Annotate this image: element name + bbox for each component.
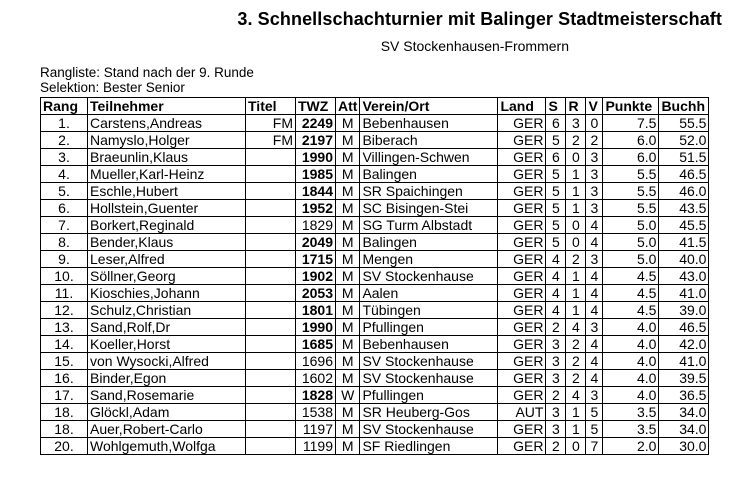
cell-twz: 1829 [296,217,336,234]
cell-verluste: 4 [586,217,603,234]
cell-punkte: 5.5 [603,166,659,183]
cell-land: GER [498,387,546,404]
cell-rang: 8. [41,234,88,251]
cell-twz: 1197 [296,421,336,438]
table-row [41,115,709,132]
cell-twz: 1199 [296,438,336,455]
cell-teilnehmer: Hollstein,Guenter [88,200,246,217]
cell-buchholz: 42.0 [659,336,709,353]
cell-att: M [336,115,360,132]
cell-att: M [336,353,360,370]
cell-verein: Pfullingen [360,319,498,336]
cell-remis: 0 [566,438,586,455]
cell-rang: 1. [41,115,88,132]
cell-att: M [336,166,360,183]
cell-teilnehmer: Glöckl,Adam [88,404,246,421]
cell-verluste: 4 [586,353,603,370]
cell-buchholz: 41.0 [659,353,709,370]
cell-teilnehmer: Sand,Rolf,Dr [88,319,246,336]
cell-verluste: 5 [586,421,603,438]
cell-punkte: 2.0 [603,438,659,455]
cell-teilnehmer: von Wysocki,Alfred [88,353,246,370]
cell-buchholz: 41.5 [659,234,709,251]
cell-teilnehmer: Wohlgemuth,Wolfga [88,438,246,455]
cell-punkte: 7.5 [603,115,659,132]
cell-rang: 18. [41,404,88,421]
cell-verluste: 0 [586,115,603,132]
table-row [41,132,709,149]
cell-punkte: 4.0 [603,387,659,404]
cell-rang: 14. [41,336,88,353]
cell-verluste: 2 [586,132,603,149]
cell-teilnehmer: Mueller,Karl-Heinz [88,166,246,183]
column-header-buchh: Buchh [659,98,709,115]
cell-verluste: 4 [586,285,603,302]
cell-land: GER [498,183,546,200]
cell-buchholz: 34.0 [659,421,709,438]
table-row [41,268,709,285]
cell-titel [246,234,296,251]
cell-titel [246,421,296,438]
cell-teilnehmer: Namyslo,Holger [88,132,246,149]
cell-siege: 2 [546,387,566,404]
cell-punkte: 3.5 [603,404,659,421]
cell-rang: 15. [41,353,88,370]
cell-att: M [336,251,360,268]
cell-land: GER [498,132,546,149]
cell-remis: 0 [566,234,586,251]
cell-att: W [336,387,360,404]
cell-teilnehmer: Borkert,Reginald [88,217,246,234]
cell-remis: 1 [566,404,586,421]
table-row [41,166,709,183]
cell-att: M [336,336,360,353]
cell-rang: 20. [41,438,88,455]
cell-verein: SV Stockenhause [360,370,498,387]
cell-land: AUT [498,404,546,421]
cell-rang: 4. [41,166,88,183]
cell-teilnehmer: Leser,Alfred [88,251,246,268]
cell-twz: 1902 [296,268,336,285]
cell-titel [246,166,296,183]
cell-titel [246,387,296,404]
cell-land: GER [498,438,546,455]
cell-remis: 1 [566,166,586,183]
cell-land: GER [498,336,546,353]
cell-rang: 11. [41,285,88,302]
cell-siege: 4 [546,285,566,302]
column-header-land: Land [498,98,546,115]
cell-land: GER [498,421,546,438]
cell-remis: 4 [566,319,586,336]
cell-teilnehmer: Eschle,Hubert [88,183,246,200]
cell-rang: 18. [41,421,88,438]
column-header-v: V [586,98,603,115]
cell-verein: SR Spaichingen [360,183,498,200]
cell-punkte: 6.0 [603,149,659,166]
cell-verluste: 3 [586,166,603,183]
cell-att: M [336,319,360,336]
cell-land: GER [498,353,546,370]
cell-remis: 1 [566,183,586,200]
cell-land: GER [498,200,546,217]
cell-remis: 2 [566,370,586,387]
table-row [41,404,709,421]
cell-teilnehmer: Carstens,Andreas [88,115,246,132]
cell-att: M [336,268,360,285]
cell-titel [246,149,296,166]
cell-verluste: 4 [586,336,603,353]
cell-punkte: 5.0 [603,234,659,251]
column-header-att: Att [336,98,360,115]
cell-buchholz: 40.0 [659,251,709,268]
table-row [41,285,709,302]
cell-att: M [336,234,360,251]
cell-siege: 2 [546,438,566,455]
cell-rang: 6. [41,200,88,217]
cell-siege: 6 [546,149,566,166]
cell-twz: 2049 [296,234,336,251]
cell-verein: Bebenhausen [360,336,498,353]
cell-buchholz: 43.0 [659,268,709,285]
cell-buchholz: 51.5 [659,149,709,166]
cell-att: M [336,421,360,438]
cell-verein: SG Turm Albstadt [360,217,498,234]
cell-rang: 13. [41,319,88,336]
cell-siege: 2 [546,319,566,336]
cell-verein: Bebenhausen [360,115,498,132]
cell-twz: 1990 [296,319,336,336]
cell-rang: 12. [41,302,88,319]
cell-titel [246,268,296,285]
table-row [41,234,709,251]
cell-land: GER [498,217,546,234]
cell-land: GER [498,166,546,183]
cell-remis: 1 [566,421,586,438]
column-header-r: R [566,98,586,115]
cell-buchholz: 55.5 [659,115,709,132]
cell-remis: 1 [566,302,586,319]
cell-rang: 17. [41,387,88,404]
cell-punkte: 4.0 [603,353,659,370]
cell-siege: 3 [546,370,566,387]
cell-remis: 2 [566,336,586,353]
cell-teilnehmer: Kioschies,Johann [88,285,246,302]
table-row [41,200,709,217]
cell-titel [246,183,296,200]
cell-verluste: 4 [586,234,603,251]
cell-verluste: 3 [586,149,603,166]
column-header-punkte: Punkte [603,98,659,115]
cell-verein: SV Stockenhause [360,353,498,370]
cell-siege: 5 [546,166,566,183]
table-row [41,217,709,234]
cell-buchholz: 45.5 [659,217,709,234]
cell-verein: Balingen [360,166,498,183]
cell-siege: 5 [546,234,566,251]
cell-titel [246,200,296,217]
cell-verluste: 3 [586,387,603,404]
cell-twz: 1696 [296,353,336,370]
cell-punkte: 4.0 [603,336,659,353]
cell-siege: 5 [546,217,566,234]
cell-verein: Pfullingen [360,387,498,404]
cell-remis: 0 [566,217,586,234]
cell-titel [246,251,296,268]
cell-siege: 4 [546,251,566,268]
cell-siege: 3 [546,353,566,370]
table-row [41,421,709,438]
cell-teilnehmer: Schulz,Christian [88,302,246,319]
cell-buchholz: 39.0 [659,302,709,319]
cell-siege: 4 [546,302,566,319]
cell-siege: 5 [546,132,566,149]
cell-verluste: 4 [586,370,603,387]
column-header-twz: TWZ [296,98,336,115]
cell-teilnehmer: Bender,Klaus [88,234,246,251]
cell-verein: Tübingen [360,302,498,319]
cell-titel [246,353,296,370]
cell-att: M [336,149,360,166]
table-row [41,183,709,200]
cell-twz: 1828 [296,387,336,404]
cell-punkte: 5.5 [603,183,659,200]
cell-rang: 16. [41,370,88,387]
cell-buchholz: 36.5 [659,387,709,404]
cell-remis: 0 [566,149,586,166]
cell-verein: SR Heuberg-Gos [360,404,498,421]
table-row [41,370,709,387]
cell-att: M [336,200,360,217]
cell-verluste: 7 [586,438,603,455]
standings-status: Rangliste: Stand nach der 9. Runde [40,65,254,80]
cell-teilnehmer: Sand,Rosemarie [88,387,246,404]
cell-land: GER [498,285,546,302]
cell-verein: SC Bisingen-Stei [360,200,498,217]
cell-buchholz: 39.5 [659,370,709,387]
cell-punkte: 4.5 [603,268,659,285]
cell-twz: 2197 [296,132,336,149]
cell-punkte: 6.0 [603,132,659,149]
cell-twz: 1602 [296,370,336,387]
cell-siege: 4 [546,268,566,285]
cell-att: M [336,302,360,319]
selection-filter: Selektion: Bester Senior [40,80,185,95]
cell-teilnehmer: Binder,Egon [88,370,246,387]
cell-titel: FM [246,132,296,149]
cell-verluste: 3 [586,200,603,217]
cell-land: GER [498,268,546,285]
cell-verluste: 4 [586,302,603,319]
cell-buchholz: 41.0 [659,285,709,302]
cell-att: M [336,132,360,149]
cell-att: M [336,404,360,421]
cell-remis: 2 [566,251,586,268]
cell-verein: Mengen [360,251,498,268]
cell-land: GER [498,234,546,251]
cell-land: GER [498,149,546,166]
cell-buchholz: 30.0 [659,438,709,455]
cell-remis: 1 [566,200,586,217]
cell-remis: 3 [566,115,586,132]
cell-titel [246,319,296,336]
cell-rang: 10. [41,268,88,285]
cell-rang: 2. [41,132,88,149]
standings-body [41,115,709,455]
cell-twz: 1985 [296,166,336,183]
cell-buchholz: 46.5 [659,319,709,336]
cell-verein: Balingen [360,234,498,251]
column-header-s: S [546,98,566,115]
cell-punkte: 4.0 [603,319,659,336]
cell-land: GER [498,319,546,336]
cell-twz: 2249 [296,115,336,132]
cell-titel [246,336,296,353]
table-row [41,149,709,166]
cell-remis: 1 [566,285,586,302]
cell-verein: SV Stockenhause [360,421,498,438]
cell-titel [246,438,296,455]
column-header-verein: Verein/Ort [360,98,498,115]
page-subtitle: SV Stockenhausen-Frommern [380,38,569,54]
cell-remis: 2 [566,353,586,370]
cell-twz: 1801 [296,302,336,319]
cell-titel [246,285,296,302]
cell-buchholz: 34.0 [659,404,709,421]
table-row [41,353,709,370]
cell-titel: FM [246,115,296,132]
cell-verluste: 3 [586,251,603,268]
column-header-teilnehmer: Teilnehmer [88,98,246,115]
cell-remis: 1 [566,268,586,285]
cell-siege: 6 [546,115,566,132]
cell-att: M [336,438,360,455]
column-header-rang: Rang [41,98,88,115]
cell-verein: Biberach [360,132,498,149]
cell-rang: 9. [41,251,88,268]
table-row [41,438,709,455]
cell-verluste: 3 [586,183,603,200]
cell-teilnehmer: Söllner,Georg [88,268,246,285]
cell-teilnehmer: Koeller,Horst [88,336,246,353]
cell-punkte: 5.0 [603,251,659,268]
cell-twz: 1685 [296,336,336,353]
cell-twz: 1715 [296,251,336,268]
cell-verein: Aalen [360,285,498,302]
cell-siege: 3 [546,336,566,353]
cell-att: M [336,370,360,387]
cell-twz: 1844 [296,183,336,200]
cell-twz: 1990 [296,149,336,166]
cell-twz: 1538 [296,404,336,421]
cell-punkte: 4.5 [603,285,659,302]
table-row [41,387,709,404]
cell-siege: 5 [546,183,566,200]
table-row [41,319,709,336]
cell-buchholz: 52.0 [659,132,709,149]
cell-rang: 7. [41,217,88,234]
cell-siege: 5 [546,200,566,217]
cell-rang: 5. [41,183,88,200]
cell-punkte: 5.0 [603,217,659,234]
cell-twz: 2053 [296,285,336,302]
cell-siege: 3 [546,404,566,421]
cell-att: M [336,217,360,234]
page-title: 3. Schnellschachturnier mit Balinger Stadtmeisterschaft [237,9,722,29]
cell-land: GER [498,302,546,319]
table-row [41,302,709,319]
cell-teilnehmer: Braeunlin,Klaus [88,149,246,166]
cell-land: GER [498,115,546,132]
cell-buchholz: 43.5 [659,200,709,217]
cell-att: M [336,285,360,302]
standings-table [40,97,709,455]
cell-titel [246,404,296,421]
cell-siege: 3 [546,421,566,438]
table-header-row [41,98,709,115]
cell-titel [246,217,296,234]
cell-land: GER [498,251,546,268]
cell-punkte: 3.5 [603,421,659,438]
cell-punkte: 4.5 [603,302,659,319]
cell-verein: SF Riedlingen [360,438,498,455]
cell-land: GER [498,370,546,387]
cell-buchholz: 46.5 [659,166,709,183]
cell-verein: SV Stockenhause [360,268,498,285]
cell-att: M [336,183,360,200]
table-row [41,251,709,268]
cell-teilnehmer: Auer,Robert-Carlo [88,421,246,438]
cell-remis: 4 [566,387,586,404]
cell-titel [246,302,296,319]
cell-punkte: 5.5 [603,200,659,217]
cell-titel [246,370,296,387]
cell-verluste: 5 [586,404,603,421]
cell-verein: Villingen-Schwen [360,149,498,166]
cell-punkte: 4.0 [603,370,659,387]
cell-twz: 1952 [296,200,336,217]
column-header-titel: Titel [246,98,296,115]
cell-remis: 2 [566,132,586,149]
cell-buchholz: 46.0 [659,183,709,200]
cell-rang: 3. [41,149,88,166]
cell-verluste: 4 [586,268,603,285]
cell-verluste: 3 [586,319,603,336]
table-row [41,336,709,353]
